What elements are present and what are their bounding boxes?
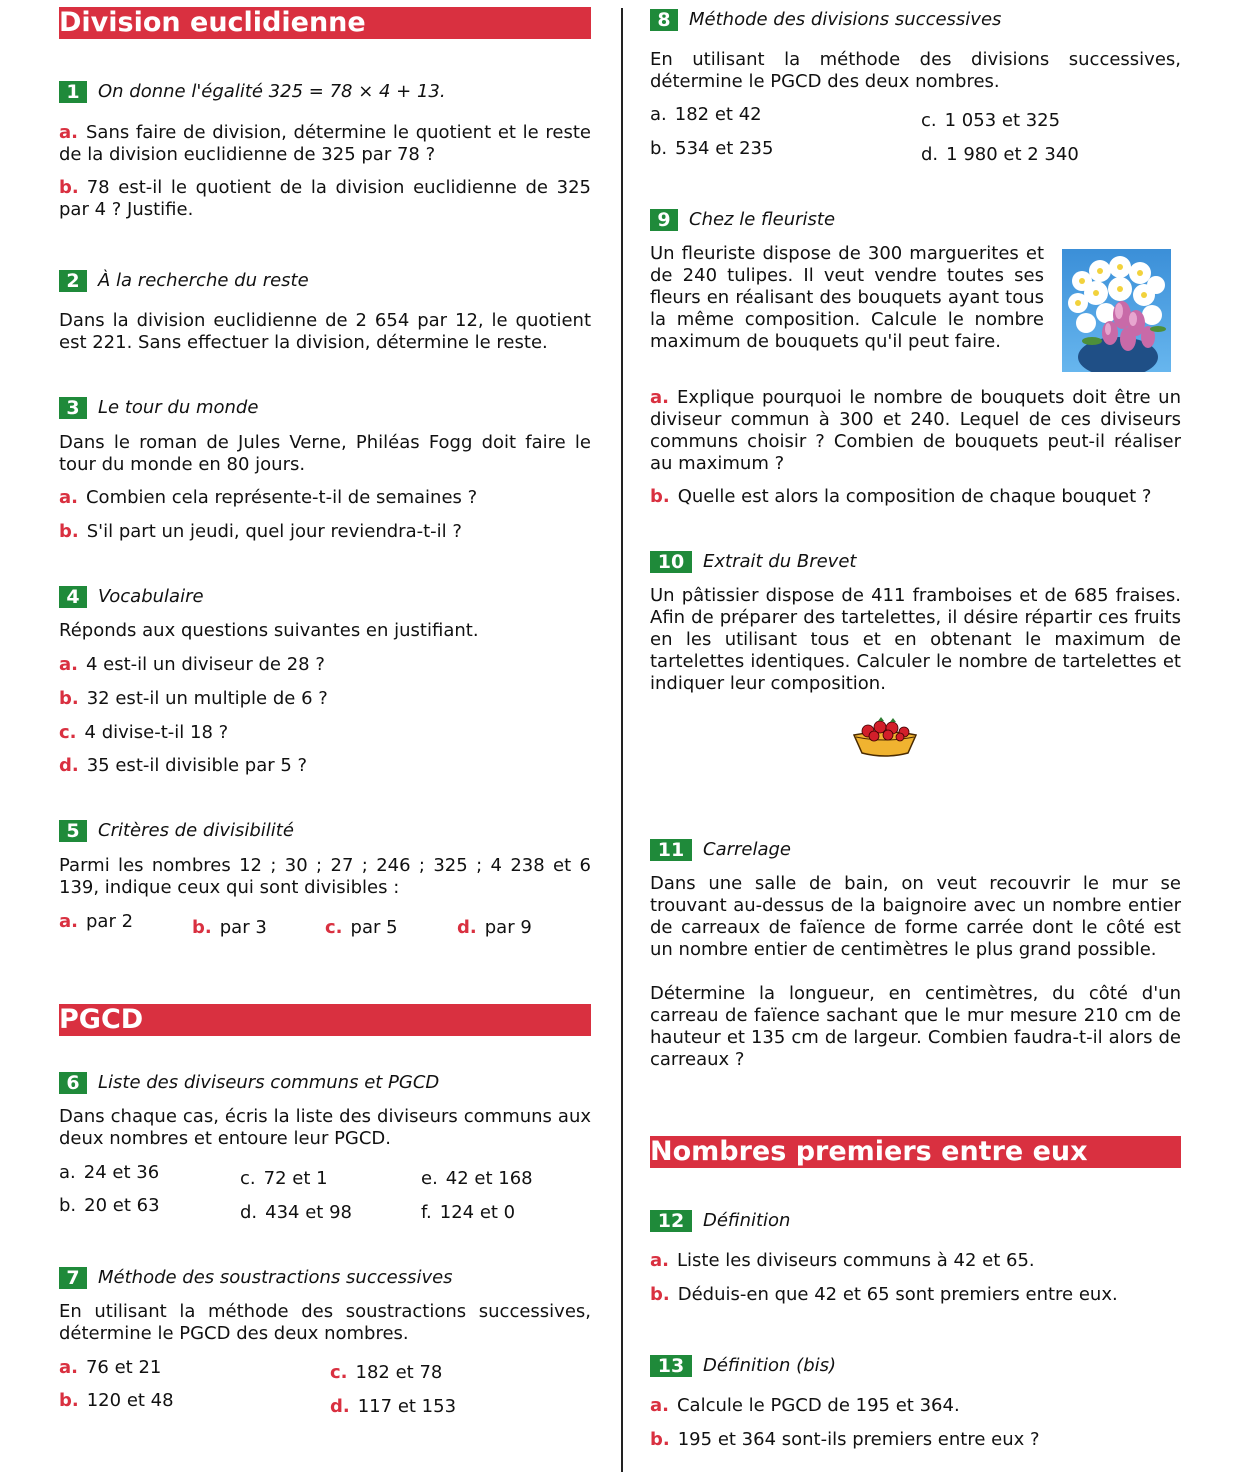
- option-label: a.: [59, 1357, 78, 1378]
- exercise-3-text: Dans le roman de Jules Verne, Philéas Fogg doit faire le tour du monde en 80 jours.: [59, 432, 591, 475]
- tartelette-image: [850, 715, 920, 765]
- option-text: par 9: [484, 917, 532, 938]
- exercise-9-text: Un fleuriste dispose de 300 marguerites et de 240 tulipes. Il veut vendre toutes ses fleurs en réalisant des bouquets ayant tous la même composition. Calcule le nombre maximum de bouquets qu'il peut faire.: [650, 243, 1044, 352]
- exercise-title: Extrait du Brevet: [703, 551, 857, 572]
- exercise-title: Définition: [703, 1210, 791, 1231]
- exercise-10-text: Un pâtissier dispose de 411 framboises et de 685 fraises. Afin de préparer des tartelettes, il désire répartir ces fruits en les utilisant tous et en obtenant le maximum de tartelettes identiques. Calculer le nombre de tartelettes et indiquer leur composition.: [650, 585, 1181, 694]
- option-label: b.: [192, 917, 212, 938]
- option-text: 72 et 1: [263, 1168, 328, 1189]
- option-text: 182 et 42: [674, 104, 762, 125]
- exercise-5-header: [59, 819, 294, 843]
- exercise-5-option: [457, 917, 532, 939]
- option-label: c.: [240, 1168, 256, 1189]
- exercise-6-option: [240, 1168, 328, 1190]
- option-text: 24 et 36: [83, 1162, 160, 1183]
- exercise-7-text: En utilisant la méthode des soustractions successives, détermine le PGCD des deux nombres.: [59, 1301, 591, 1344]
- question-label: b.: [59, 521, 79, 542]
- column-divider: [621, 8, 623, 1472]
- exercise-1-header: [59, 80, 446, 104]
- exercise-4-question: [59, 654, 591, 676]
- question-label: c.: [59, 722, 77, 743]
- option-label: c.: [325, 917, 343, 938]
- exercise-4-header: [59, 585, 204, 609]
- question-text: 4 divise-t-il 18 ?: [84, 722, 229, 743]
- exercise-number: 10: [650, 551, 692, 573]
- exercise-9-question-a: [650, 387, 1181, 475]
- option-text: 182 et 78: [355, 1362, 443, 1383]
- exercise-1-question-a: [59, 122, 591, 166]
- exercise-8-option: [650, 104, 762, 126]
- exercise-title: Méthode des divisions successives: [689, 9, 1002, 30]
- exercise-8-option: [921, 144, 1079, 166]
- exercise-number: 7: [59, 1267, 87, 1289]
- question-label: a.: [650, 1250, 669, 1271]
- exercise-title: Vocabulaire: [98, 586, 204, 607]
- question-text: 4 est-il un diviseur de 28 ?: [85, 654, 325, 675]
- section-title: Nombres premiers entre eux: [650, 1136, 1088, 1167]
- option-label: d.: [457, 917, 477, 938]
- exercise-6-option: [421, 1202, 515, 1224]
- option-label: d.: [330, 1396, 350, 1417]
- section-title: PGCD: [59, 1004, 144, 1035]
- exercise-4-question: [59, 755, 591, 777]
- option-text: 120 et 48: [86, 1390, 174, 1411]
- option-label: a.: [59, 911, 78, 932]
- exercise-12-question-b: [650, 1284, 1181, 1306]
- option-text: par 2: [85, 911, 134, 932]
- exercise-7-option: [59, 1357, 161, 1379]
- exercise-1-question-b: [59, 177, 591, 221]
- exercise-4-question: [59, 688, 591, 710]
- exercise-title: À la recherche du reste: [98, 270, 309, 291]
- exercise-3-header: [59, 396, 258, 420]
- question-label: b.: [650, 486, 670, 507]
- exercise-title: Le tour du monde: [98, 397, 259, 418]
- exercise-number: 11: [650, 839, 692, 861]
- option-text: 124 et 0: [439, 1202, 516, 1223]
- option-label: a.: [650, 104, 667, 125]
- exercise-11-header: [650, 838, 791, 862]
- exercise-number: 4: [59, 586, 87, 608]
- option-text: 42 et 168: [445, 1168, 533, 1189]
- section-header-premiers: [650, 1136, 1181, 1168]
- option-label: e.: [421, 1168, 438, 1189]
- exercise-2-header: [59, 269, 309, 293]
- question-text: Déduis-en que 42 et 65 sont premiers entre eux.: [677, 1284, 1118, 1305]
- option-label: b.: [59, 1390, 79, 1411]
- question-label: b.: [59, 688, 79, 709]
- exercise-title: Définition (bis): [703, 1355, 837, 1376]
- question-text: 32 est-il un multiple de 6 ?: [86, 688, 328, 709]
- exercise-5-option: [192, 917, 267, 939]
- exercise-number: 3: [59, 397, 87, 419]
- exercise-12-question-a: [650, 1250, 1181, 1272]
- question-label: b.: [650, 1429, 670, 1450]
- exercise-number: 5: [59, 820, 87, 842]
- section-title: Division euclidienne: [59, 7, 366, 38]
- option-label: a.: [59, 1162, 76, 1183]
- question-text: S'il part un jeudi, quel jour reviendra-t-il ?: [86, 521, 462, 542]
- exercise-6-header: [59, 1071, 439, 1095]
- option-text: par 5: [350, 917, 398, 938]
- exercise-6-option: [421, 1168, 533, 1190]
- option-text: 20 et 63: [84, 1195, 160, 1216]
- option-text: 76 et 21: [85, 1357, 162, 1378]
- exercise-number: 6: [59, 1072, 87, 1094]
- exercise-6-option: [59, 1162, 159, 1184]
- exercise-8-header: [650, 8, 1001, 32]
- option-text: 1 980 et 2 340: [946, 144, 1079, 165]
- question-label: a.: [59, 654, 78, 675]
- question-text: Calcule le PGCD de 195 et 364.: [676, 1395, 960, 1416]
- option-text: 434 et 98: [265, 1202, 352, 1223]
- option-text: 534 et 235: [675, 138, 774, 159]
- exercise-title: Critères de divisibilité: [98, 820, 294, 841]
- section-header-division: [59, 7, 591, 39]
- exercise-title: On donne l'égalité 325 = 78 × 4 + 13.: [98, 81, 446, 102]
- exercise-13-header: [650, 1354, 836, 1378]
- question-text: Liste les diviseurs communs à 42 et 65.: [676, 1250, 1035, 1271]
- exercise-6-option: [240, 1202, 352, 1224]
- exercise-5-text: Parmi les nombres 12 ; 30 ; 27 ; 246 ; 325 ; 4 238 et 6 139, indique ceux qui sont divisibles :: [59, 855, 591, 898]
- exercise-number: 13: [650, 1355, 692, 1377]
- question-text: Explique pourquoi le nombre de bouquets doit être un diviseur commun à 300 et 240. Lequel de ces diviseurs communs choisir ? Combien de bouquets peut-il réaliser au maximum ?: [650, 387, 1181, 474]
- exercise-number: 8: [650, 9, 678, 31]
- option-text: par 3: [219, 917, 267, 938]
- exercise-6-option: [59, 1195, 160, 1217]
- option-text: 117 et 153: [357, 1396, 457, 1417]
- exercise-9-header: [650, 208, 835, 232]
- exercise-12-header: [650, 1209, 790, 1233]
- exercise-4-question: [59, 722, 591, 744]
- exercise-title: Liste des diviseurs communs et PGCD: [98, 1072, 440, 1093]
- exercise-8-option: [921, 110, 1060, 132]
- question-text: 78 est-il le quotient de la division euclidienne de 325 par 4 ? Justifie.: [59, 177, 591, 220]
- option-label: b.: [650, 138, 668, 159]
- exercise-11-text-2: Détermine la longueur, en centimètres, du côté d'un carreau de faïence sachant que le mur mesure 210 cm de hauteur et 135 cm de largeur. Combien faudra-t-il alors de carreaux ?: [650, 983, 1181, 1070]
- exercise-number: 1: [59, 81, 87, 103]
- exercise-title: Carrelage: [703, 839, 792, 860]
- question-text: Combien cela représente-t-il de semaines ?: [85, 487, 478, 508]
- exercise-5-option: [325, 917, 398, 939]
- exercise-number: 2: [59, 270, 87, 292]
- question-text: Quelle est alors la composition de chaque bouquet ?: [677, 486, 1152, 507]
- exercise-7-header: [59, 1266, 453, 1290]
- question-text: 35 est-il divisible par 5 ?: [86, 755, 308, 776]
- exercise-7-option: [330, 1396, 456, 1418]
- exercise-3-question-a: [59, 487, 591, 509]
- exercise-4-text: Réponds aux questions suivantes en justifiant.: [59, 620, 479, 641]
- question-label: a.: [59, 122, 78, 143]
- option-label: d.: [921, 144, 939, 165]
- question-label: a.: [650, 387, 669, 408]
- exercise-10-header: [650, 550, 856, 574]
- exercise-9-question-b: [650, 486, 1181, 508]
- option-text: 1 053 et 325: [944, 110, 1061, 131]
- exercise-title: Chez le fleuriste: [689, 209, 836, 230]
- option-label: d.: [240, 1202, 258, 1223]
- question-label: b.: [59, 177, 79, 198]
- question-label: b.: [650, 1284, 670, 1305]
- option-label: c.: [921, 110, 937, 131]
- option-label: c.: [330, 1362, 348, 1383]
- exercise-number: 12: [650, 1210, 692, 1232]
- exercise-7-option: [330, 1362, 442, 1384]
- question-label: a.: [59, 487, 78, 508]
- exercise-number: 9: [650, 209, 678, 231]
- exercise-2-text: Dans la division euclidienne de 2 654 par 12, le quotient est 221. Sans effectuer la division, détermine le reste.: [59, 310, 591, 353]
- section-header-pgcd: [59, 1004, 591, 1036]
- option-label: f.: [421, 1202, 432, 1223]
- exercise-8-text: En utilisant la méthode des divisions successives, détermine le PGCD des deux nombres.: [650, 49, 1181, 92]
- exercise-7-option: [59, 1390, 174, 1412]
- exercise-8-option: [650, 138, 773, 160]
- question-text: Sans faire de division, détermine le quotient et le reste de la division euclidienne de 325 par 78 ?: [59, 122, 591, 165]
- question-label: a.: [650, 1395, 669, 1416]
- exercise-13-question-a: [650, 1395, 1181, 1417]
- exercise-6-text: Dans chaque cas, écris la liste des diviseurs communs aux deux nombres et entoure leur PGCD.: [59, 1106, 591, 1149]
- exercise-title: Méthode des soustractions successives: [98, 1267, 453, 1288]
- option-label: b.: [59, 1195, 77, 1216]
- exercise-3-question-b: [59, 521, 591, 543]
- question-label: d.: [59, 755, 79, 776]
- question-text: 195 et 364 sont-ils premiers entre eux ?: [677, 1429, 1040, 1450]
- exercise-11-text: Dans une salle de bain, on veut recouvrir le mur se trouvant au-dessus de la baignoire avec un nombre entier de carreaux de faïence de forme carrée dont le côté est un nombre entier de centimètres le plus grand possible.: [650, 873, 1181, 960]
- exercise-13-question-b: [650, 1429, 1181, 1451]
- exercise-5-option: [59, 911, 133, 933]
- flower-bouquet-image: [1062, 249, 1171, 372]
